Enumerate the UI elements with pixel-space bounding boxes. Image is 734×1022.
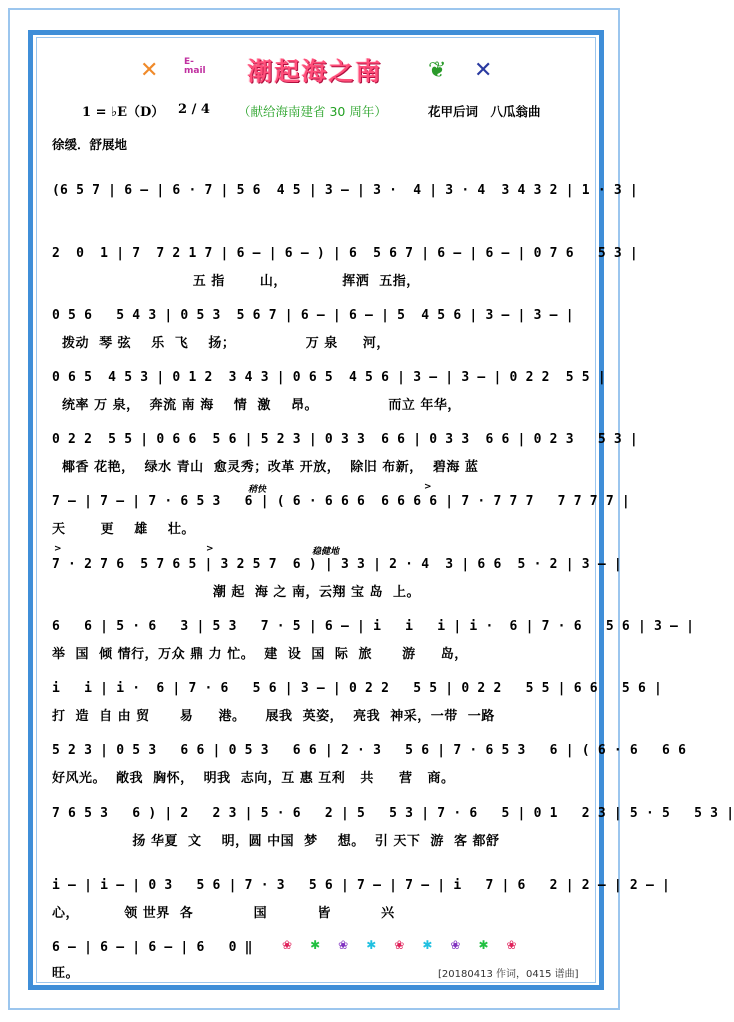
notes-row-6: 7 — | 7 — | 7 · 6 5 3 6 | ( 6 · 6 6 6 6 6 6 6 | 7 · 7 7 7 7 7 7 7 | <box>52 494 630 509</box>
star-icon: ✱ <box>478 938 507 952</box>
star-icon: ✱ <box>422 938 451 952</box>
logo-green-icon: ❦ <box>428 58 447 83</box>
lyric-row-4: 统率 万 泉， 奔流 南 海 情 激 昂。 而立 年华， <box>52 398 461 413</box>
accent-mark: > <box>424 482 432 492</box>
lyric-row-2: 五 指 山， 挥洒 五指， <box>52 274 420 289</box>
notes-row-8: 6 6 | 5 · 6 3 | 5 3 7 · 5 | 6 — | i i i | i · 6 | 7 · 6 5 6 | 3 — | <box>52 619 695 634</box>
lyric-row-3: 拨动 琴 弦 乐 飞 扬； 万 泉 河， <box>52 336 390 351</box>
song-title: 潮起海之南 <box>247 57 383 86</box>
tempo-spirited: 稍快 <box>248 485 267 495</box>
notes-row-13: 6 — | 6 — | 6 — | 6 0 ‖ <box>52 940 253 955</box>
flower-icon: ❀ <box>338 938 367 952</box>
notes-row-7: 7 · 2 7 6 5 7 6 5 | 3 2 5 7 6 ) | 3 3 | 2 · 4 3 | 6 6 5 · 2 | 3 — | <box>52 557 622 572</box>
notes-row-3: 0 5 6 5 4 3 | 0 5 3 5 6 7 | 6 — | 6 — | 5 4 5 6 | 3 — | 3 — | <box>52 308 574 323</box>
notes-row-4: 0 6 5 4 5 3 | 0 1 2 3 4 3 | 0 6 5 4 5 6 | 3 — | 3 — | 0 2 2 5 5 | <box>52 370 606 385</box>
lyric-row-12: 心， 领 世界 各 国 皆 兴 <box>52 906 395 921</box>
lyric-row-11: 扬 华夏 文 明，圆 中国 梦 想。 引 天下 游 客 都舒 <box>52 834 500 849</box>
flower-icon: ❀ <box>506 938 535 952</box>
lyric-row-8: 举 国 倾 情行，万众 鼎 力 忙。 建 设 国 际 旅 游 岛， <box>52 647 468 662</box>
notes-row-2: 2 0 1 | 7 7 2 1 7 | 6 — | 6 — ) | 6 5 6 7 | 6 — | 6 — | 0 7 6 5 3 | <box>52 246 638 261</box>
lyric-row-7: 潮 起 海 之 南，云翔 宝 岛 上。 <box>52 585 421 600</box>
flower-icon: ❀ <box>450 938 479 952</box>
date-footer: [20180413 作词，0415 谱曲] <box>438 969 579 980</box>
lyric-row-5: 椰香 花艳， 绿水 青山 愈灵秀；改革 开放， 除旧 布新， 碧海 蓝 <box>52 460 479 475</box>
lyric-row-9: 打 造 自 由 贸 易 港。 展我 英姿， 亮我 神采，一带 一路 <box>52 709 495 724</box>
dedication: （献给海南建省 30 周年） <box>238 104 387 119</box>
logo-orange-icon: ✕ <box>140 58 159 83</box>
flower-icon: ❀ <box>394 938 423 952</box>
lyric-row-13: 旺。 <box>52 966 80 981</box>
lyric-row-6: 天 更 雄 壮。 <box>52 522 195 537</box>
notes-row-10: 5 2 3 | 0 5 3 6 6 | 0 5 3 6 6 | 2 · 3 5 6 | 7 · 6 5 3 6 | ( 6 · 6 6 6 <box>52 743 687 758</box>
flower-icon: ❀ <box>282 938 311 952</box>
accent-mark: > <box>206 544 214 554</box>
notes-row-5: 0 2 2 5 5 | 0 6 6 5 6 | 5 2 3 | 0 3 3 6 6 | 0 3 3 6 6 | 0 2 3 5 3 | <box>52 432 638 447</box>
tempo-marking: 徐缓．舒展地 <box>52 137 128 152</box>
star-icon: ✱ <box>310 938 339 952</box>
lyric-row-10: 好风光。 敞我 胸怀， 明我 志向，互 惠 互利 共 营 商。 <box>52 771 455 786</box>
star-icon: ✱ <box>366 938 395 952</box>
key-signature: 1 = ♭E（D） <box>82 105 165 120</box>
logo-blue-icon: ✕ <box>474 58 493 83</box>
notes-row-1: (6 5 7 | 6 — | 6 · 7 | 5 6 4 5 | 3 — | 3 · 4 | 3 · 4 3 4 3 2 | 1 · 3 | <box>52 183 638 198</box>
credits: 花甲后词 八瓜翁曲 <box>428 104 541 119</box>
notes-row-9: i i | i · 6 | 7 · 6 5 6 | 3 — | 0 2 2 5 5 | 0 2 2 5 5 | 6 6 5 6 | <box>52 681 663 696</box>
accent-mark: > <box>54 544 62 554</box>
notes-row-11: 7 6 5 3 6 ) | 2 2 3 | 5 · 6 2 | 5 5 3 | 7 · 6 5 | 0 1 2 3 | 5 · 5 5 3 | <box>52 806 734 821</box>
flower-decoration <box>282 938 535 952</box>
tempo-steady: 稳健地 <box>312 547 340 557</box>
time-signature: 2 / 4 <box>178 102 210 117</box>
notes-row-12: i — | i — | 0 3 5 6 | 7 · 3 5 6 | 7 — | 7 — | i 7 | 6 2 | 2 — | 2 — | <box>52 878 671 893</box>
email-logo-icon: E-mail <box>184 57 206 76</box>
